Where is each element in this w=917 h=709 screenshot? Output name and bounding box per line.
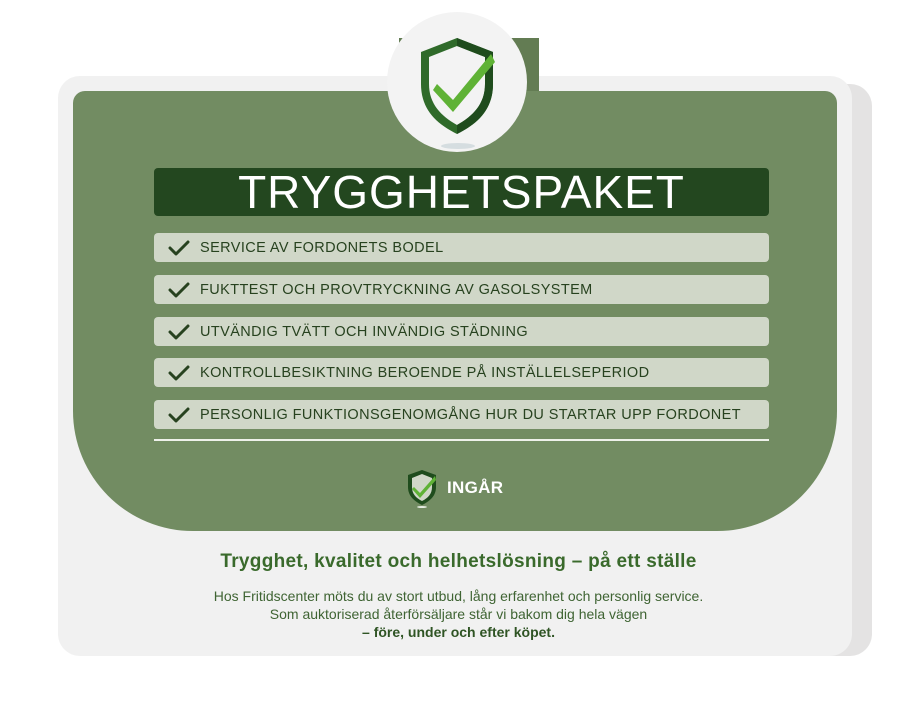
checkmark-icon [168,406,190,424]
description-emphasis: – före, under och efter köpet. [362,624,555,640]
checkmark-icon [168,281,190,299]
checkmark-icon [168,364,190,382]
package-panel [73,91,837,531]
title-bar [154,168,769,216]
divider [154,439,769,441]
list-item-label: PERSONLIG FUNKTIONSGENOMGÅNG HUR DU STARTAR UPP FORDONET [200,406,741,423]
shield-badge [387,12,527,152]
list-item [154,358,769,387]
included-badge [405,468,503,508]
list-item-label: UTVÄNDIG TVÄTT OCH INVÄNDIG STÄDNING [200,323,529,340]
headline: Trygghet, kvalitet och helhetslösning – på ett ställe [220,551,697,572]
shield-check-icon [405,468,439,508]
list-item [154,275,769,304]
checkmark-icon [168,239,190,257]
list-item [154,233,769,262]
shield-check-icon [413,32,503,152]
list-item [154,400,769,429]
package-title: TRYGGHETSPAKET [238,166,685,218]
description-line: Hos Fritidscenter möts du av stort utbud, lång erfarenhet och personlig service. [213,588,704,604]
list-item-label: SERVICE AV FORDONETS BODEL [200,239,444,256]
list-item [154,317,769,346]
description-line: Som auktoriserad återförsäljare står vi bakom dig hela vägen [269,606,648,622]
list-item-label: FUKTTEST OCH PROVTRYCKNING AV GASOLSYSTEM [200,281,593,298]
checkmark-icon [168,323,190,341]
included-label: INGÅR [447,478,504,497]
list-item-label: KONTROLLBESIKTNING BEROENDE PÅ INSTÄLLELSEPERIOD [200,364,650,381]
